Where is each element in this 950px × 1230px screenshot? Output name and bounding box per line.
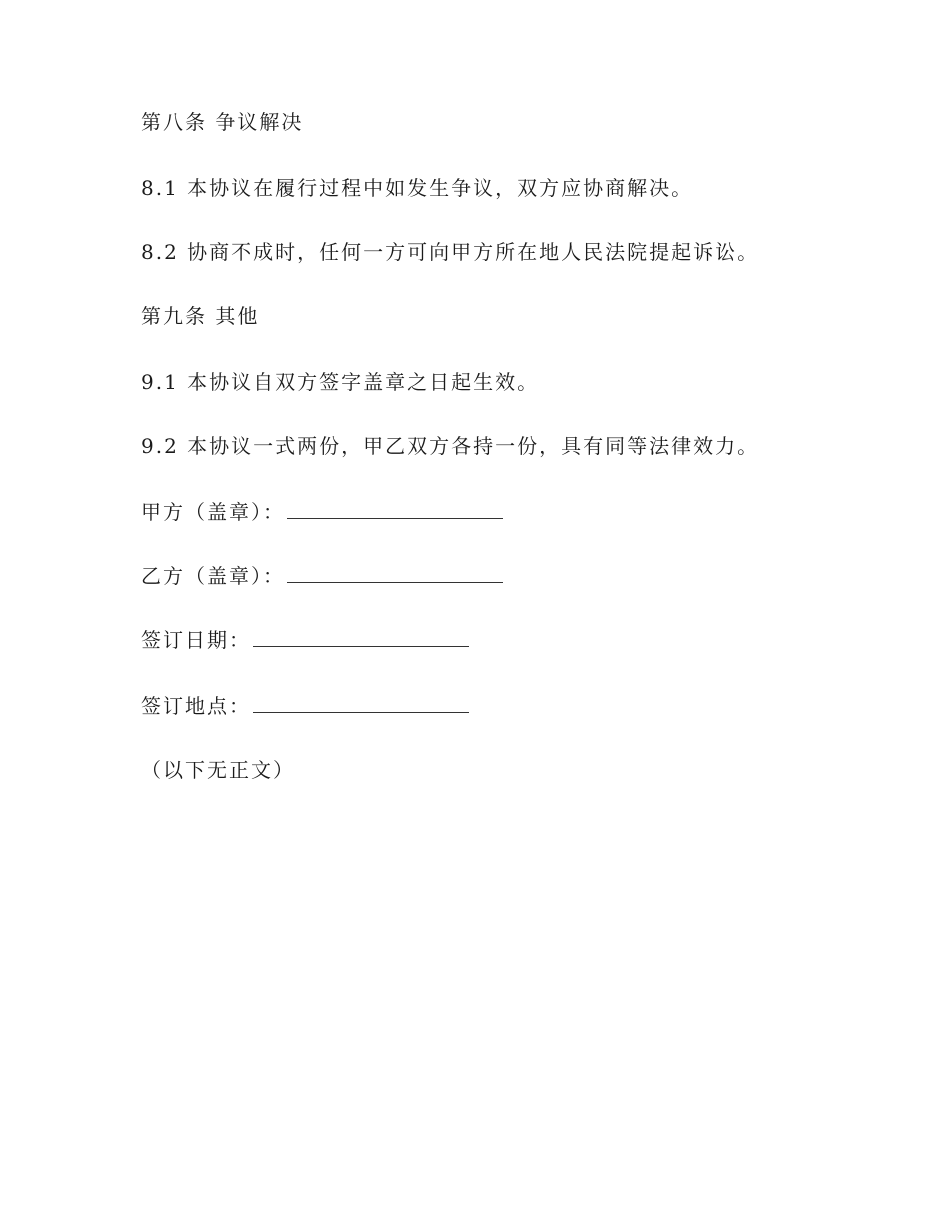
sign-date-label: 签订日期： — [141, 628, 251, 652]
party-a-signature-row — [141, 498, 503, 526]
article-8-title: 第八条 争议解决 — [141, 110, 304, 134]
party-b-label: 乙方（盖章）： — [141, 564, 285, 588]
clause-9-2: 9.2 本协议一式两份，甲乙双方各持一份，具有同等法律效力。 — [141, 434, 760, 458]
sign-place-blank-line — [253, 694, 469, 713]
party-b-signature-row — [141, 562, 503, 590]
party-a-blank-line — [287, 500, 503, 519]
sign-place-label: 签订地点： — [141, 694, 251, 718]
article-9-title: 第九条 其他 — [141, 304, 260, 328]
end-of-text-note: （以下无正文） — [141, 758, 295, 782]
party-a-label: 甲方（盖章）： — [141, 500, 285, 524]
sign-date-row — [141, 626, 469, 654]
clause-9-1: 9.1 本协议自双方签字盖章之日起生效。 — [141, 370, 540, 394]
party-b-blank-line — [287, 564, 503, 583]
clause-8-1: 8.1 本协议在履行过程中如发生争议，双方应协商解决。 — [141, 176, 694, 200]
clause-8-2: 8.2 协商不成时，任何一方可向甲方所在地人民法院提起诉讼。 — [141, 240, 760, 264]
sign-date-blank-line — [253, 628, 469, 647]
sign-place-row — [141, 692, 469, 720]
